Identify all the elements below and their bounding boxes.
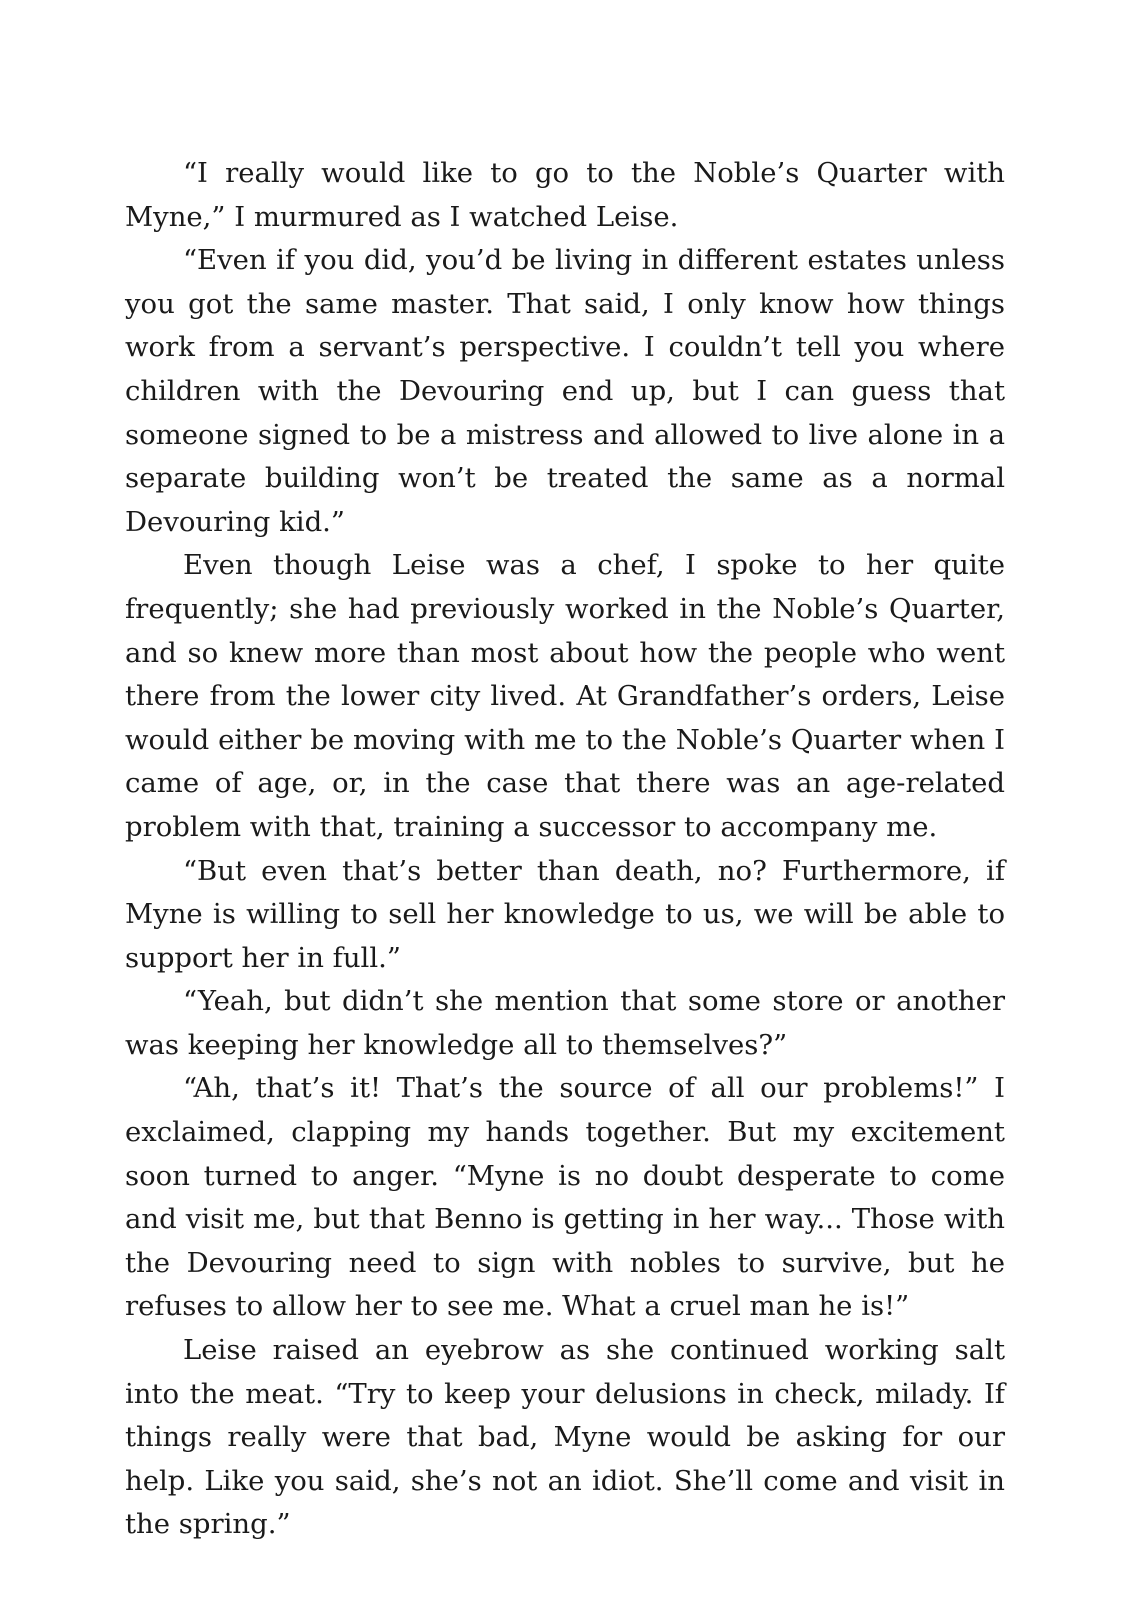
paragraph: Even though Leise was a chef, I spoke to her quite frequently; she had previously worked in the Noble’s Quarter, and so knew more than most about how the people who went there from the lower city lived. At Grandfather’s orders, Leise would either be moving with me to the Noble’s Quarter when I came of age, or, in the case that there was an age-related problem with that, training a successor to accompany me. <box>125 549 1005 843</box>
paragraph: “Ah, that’s it! That’s the source of all our problems!” I exclaimed, clapping my hands together. But my excitement soon turned to anger. “Myne is no doubt desperate to come and visit me, but that Benno is getting in her way... Those with the Devouring need to sign with nobles to survive, but he refuses to allow her to see me. What a cruel man he is!” <box>125 1072 1005 1323</box>
paragraph: “Even if you did, you’d be living in different estates unless you got the same master. That said, I only know how things work from a servant’s perspective. I couldn’t tell you where children with the Devouring end up, but I can guess that someone signed to be a mistress and allowed to live alone in a separate building won’t be treated the same as a normal Devouring kid.” <box>125 244 1005 538</box>
paragraph: Leise raised an eyebrow as she continued working salt into the meat. “Try to keep your delusions in check, milady. If things really were that bad, Myne would be asking for our help. Like you said, she’s not an idiot. She’ll come and visit in the spring.” <box>125 1334 1005 1541</box>
paragraph: “But even that’s better than death, no? Furthermore, if Myne is willing to sell her knowledge to us, we will be able to support her in full.” <box>125 854 1005 974</box>
paragraph: “I really would like to go to the Noble’s Quarter with Myne,” I murmured as I watched Leise. <box>125 157 1005 233</box>
book-page <box>125 152 1005 1547</box>
paragraph: “Yeah, but didn’t she mention that some store or another was keeping her knowledge all to themselves?” <box>125 985 1005 1061</box>
